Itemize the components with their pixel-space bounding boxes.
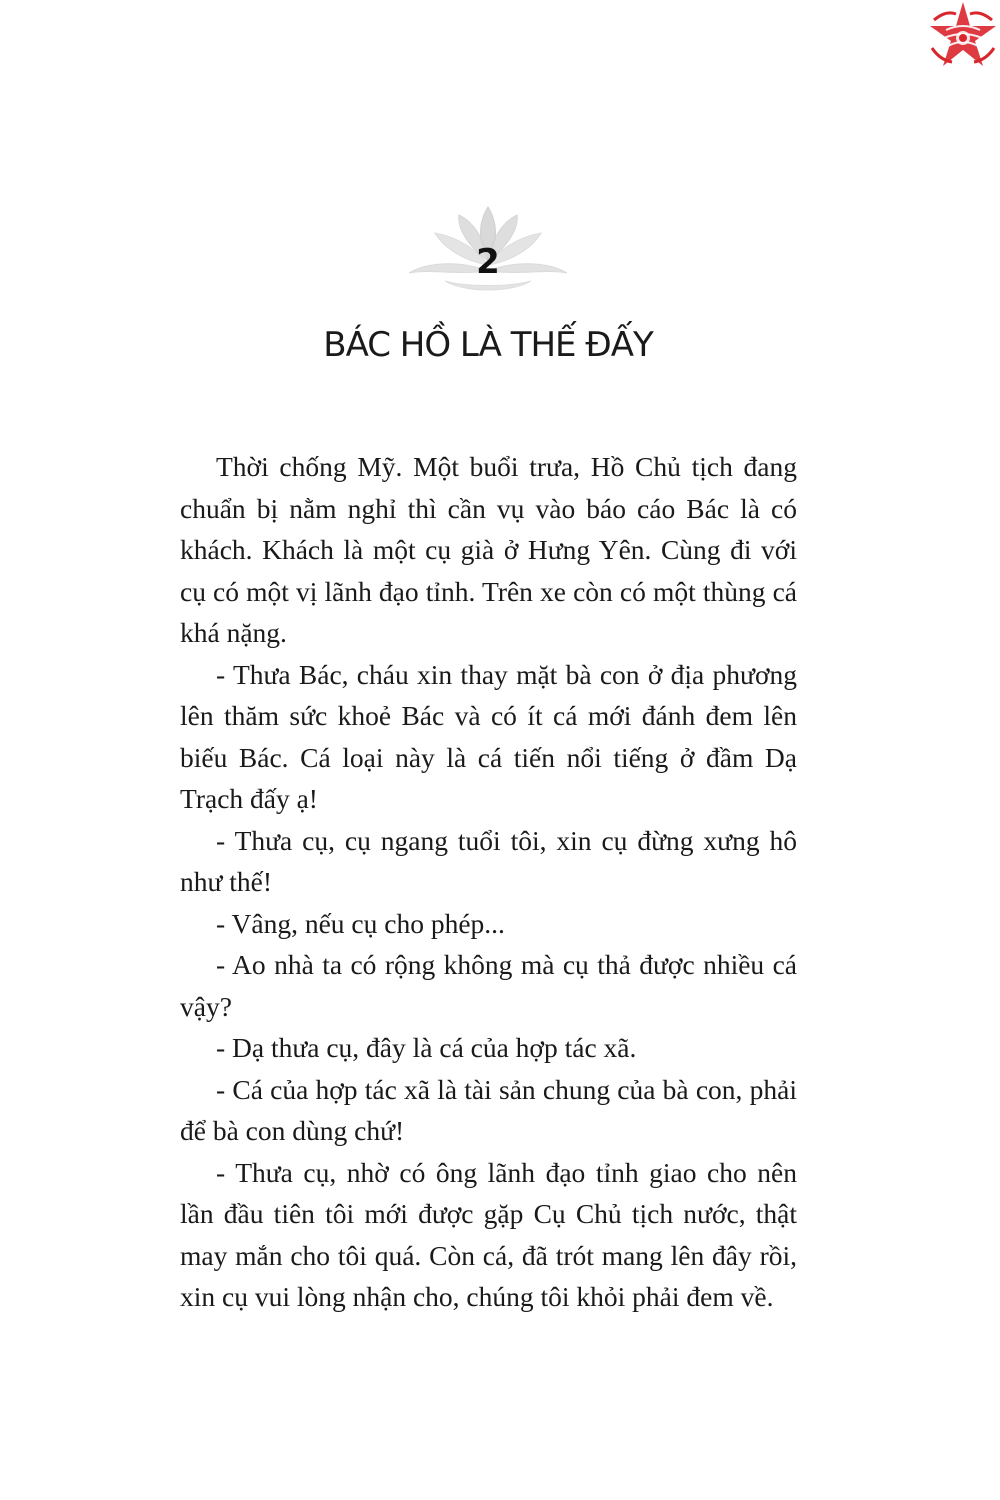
chapter-title: BÁC HỒ LÀ THẾ ĐẤY [323, 325, 653, 365]
red-star-publisher-logo [926, 0, 1000, 74]
paragraph: - Vâng, nếu cụ cho phép... [216, 907, 505, 939]
paragraph: - Thưa cụ, cụ ngang tuổi tôi, xin cụ đừng xưng hô như thế! [180, 824, 797, 897]
chapter-body [180, 446, 797, 1318]
paragraph: - Thưa Bác, cháu xin thay mặt bà con ở địa phương lên thăm sức khoẻ Bác và có ít cá mới đánh đem lên biếu Bác. Cá loại này là cá tiến nổi tiếng ở đầm Dạ Trạch đấy ạ! [180, 658, 797, 814]
paragraph: - Ao nhà ta có rộng không mà cụ thả được nhiều cá vậy? [180, 949, 797, 1022]
paragraph: - Dạ thưa cụ, đây là cá của hợp tác xã. [216, 1032, 637, 1063]
chapter-number: 2 [476, 242, 500, 282]
paragraph: - Thưa cụ, nhờ có ông lãnh đạo tỉnh giao cho nên lần đầu tiên tôi mới được gặp Cụ Chủ tịch nước, thật may mắn cho tôi quá. Còn cá, đã trót mang lên đây rồi, xin cụ vui lòng nhận cho, chúng tôi khỏi phải đem về. [180, 1156, 797, 1312]
paragraph: - Cá của hợp tác xã là tài sản chung của bà con, phải để bà con dùng chứ! [180, 1073, 797, 1146]
paragraph: Thời chống Mỹ. Một buổi trưa, Hồ Chủ tịch đang chuẩn bị nằm nghỉ thì cần vụ vào báo cáo Bác là có khách. Khách là một cụ già ở Hưng Yên. Cùng đi với cụ có một vị lãnh đạo tỉnh. Trên xe còn có một thùng cá khá nặng. [180, 451, 797, 648]
